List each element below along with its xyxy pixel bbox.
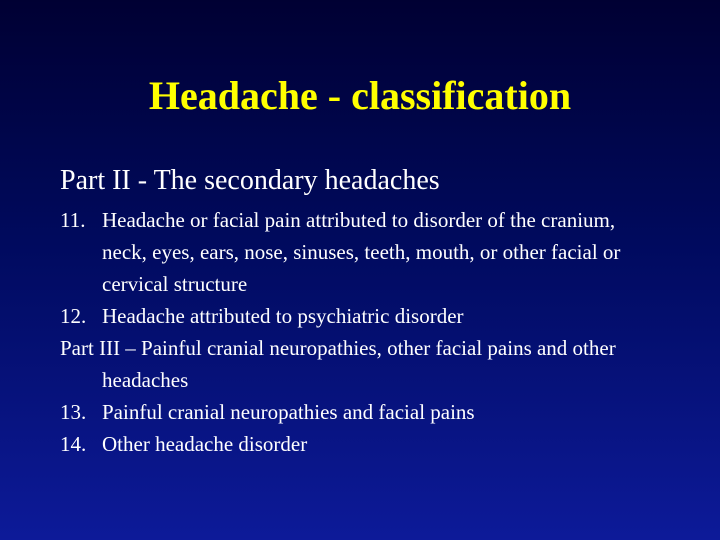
- part-two-heading: Part II - The secondary headaches: [60, 165, 440, 196]
- list-item-number: 13.: [60, 400, 87, 424]
- list-item-text: Headache attributed to psychiatric disorder: [102, 304, 464, 328]
- list-item-text: Headache or facial pain attributed to disorder of the cranium, neck, eyes, ears, nose, sinuses, teeth, mouth, or other facial or cervical structure: [102, 208, 621, 296]
- list-item-text: Painful cranial neuropathies and facial pains: [102, 400, 475, 424]
- list-item-13: [60, 396, 660, 428]
- list-item-text: Other headache disorder: [102, 432, 308, 456]
- list-item-number: 14.: [60, 432, 87, 456]
- list-item-number: 12.: [60, 304, 87, 328]
- part-three-heading: Part III – Painful cranial neuropathies, other facial pains and other headaches: [60, 336, 616, 392]
- list-item-12: [60, 300, 660, 332]
- slide-body: [60, 204, 660, 460]
- list-item-number: 11.: [60, 208, 86, 232]
- list-item-14: [60, 428, 660, 460]
- slide-title: Headache - classification: [148, 73, 572, 118]
- list-item-11: [60, 204, 660, 300]
